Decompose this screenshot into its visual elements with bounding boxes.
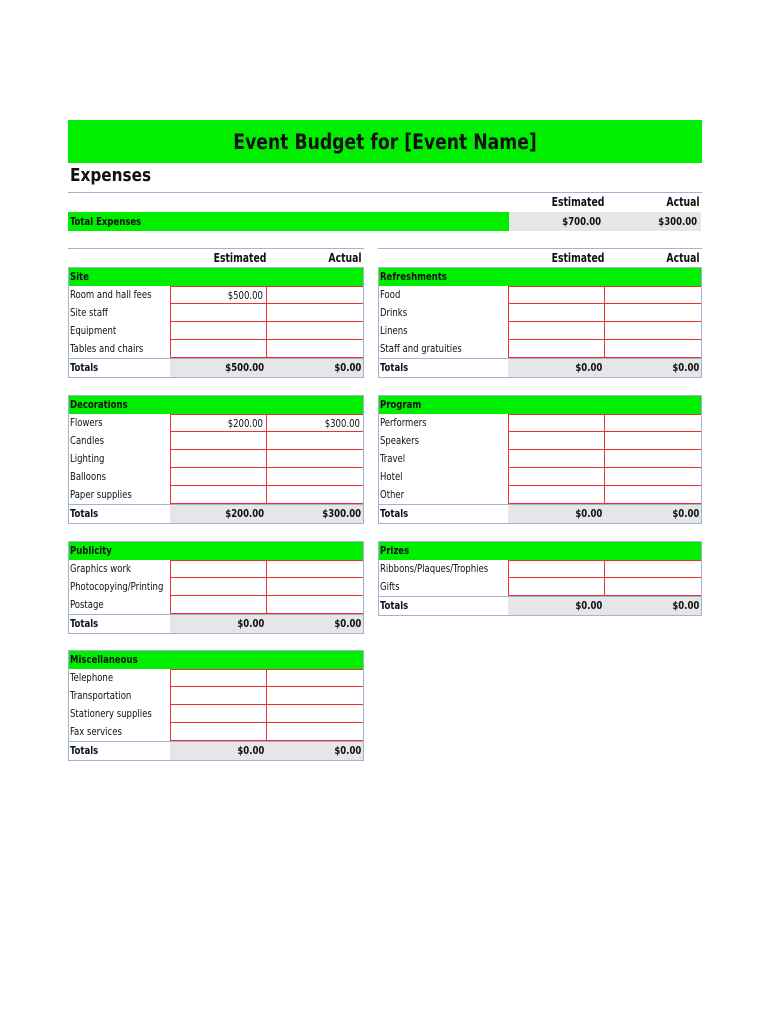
- item-label-text: Graphics work: [70, 562, 131, 575]
- item-label: [68, 414, 170, 432]
- estimated-input-cell[interactable]: [170, 303, 267, 322]
- decorations-totals-row: [68, 504, 364, 524]
- total-actual: [267, 615, 364, 633]
- total-estimated-text: $500.00: [225, 361, 264, 374]
- prizes-section: [378, 541, 702, 616]
- actual-input-cell[interactable]: [266, 686, 364, 705]
- item-label-text: Telephone: [70, 671, 114, 684]
- program-section-title: Program: [380, 398, 422, 411]
- estimated-input-cell[interactable]: [508, 286, 605, 304]
- actual-input-cell[interactable]: [266, 704, 364, 723]
- item-label: [68, 669, 170, 687]
- item-label: [378, 414, 508, 432]
- table-row: [378, 286, 702, 304]
- item-label: [378, 560, 508, 578]
- item-label-text: Photocopying/Printing: [70, 580, 164, 593]
- total-estimated: [508, 597, 605, 615]
- actual-input-cell[interactable]: [266, 339, 364, 358]
- item-label: [68, 304, 170, 322]
- total-actual: [605, 597, 702, 615]
- actual-input-cell[interactable]: [604, 560, 702, 578]
- actual-input-cell[interactable]: [266, 560, 364, 578]
- item-label-text: Stationery supplies: [70, 707, 152, 720]
- table-row: [68, 560, 364, 578]
- actual-input-cell[interactable]: [604, 303, 702, 322]
- actual-input-cell[interactable]: [266, 577, 364, 596]
- right-estimated-header: [508, 251, 604, 265]
- total-estimated-text: $0.00: [575, 599, 602, 612]
- actual-input-cell[interactable]: [604, 431, 702, 450]
- section-left-border: [68, 650, 69, 761]
- actual-input-cell[interactable]: [604, 467, 702, 486]
- totals-label: [378, 359, 508, 377]
- table-row: [378, 322, 702, 340]
- table-row: [378, 450, 702, 468]
- left-actual-header-text: Actual: [328, 251, 362, 265]
- item-label-text: Other: [380, 488, 405, 501]
- total-estimated-text: $0.00: [575, 507, 602, 520]
- total-expenses-row: [68, 212, 702, 231]
- table-row: [68, 723, 364, 741]
- estimated-value: $200.00: [227, 417, 263, 430]
- totals-label: [68, 359, 170, 377]
- total-actual-text: $0.00: [672, 507, 699, 520]
- section-right-border: [363, 395, 364, 524]
- table-row: [68, 432, 364, 450]
- table-row: [378, 578, 702, 596]
- item-label-text: Food: [380, 288, 401, 301]
- item-label-text: Tables and chairs: [70, 342, 144, 355]
- item-label-text: Equipment: [70, 324, 117, 337]
- table-row: [68, 340, 364, 358]
- actual-input-cell[interactable]: [604, 339, 702, 358]
- publicity-section-title: Publicity: [70, 544, 112, 557]
- actual-input-cell[interactable]: [266, 414, 364, 432]
- actual-input-cell[interactable]: [266, 722, 364, 741]
- section-left-border: [378, 267, 379, 378]
- estimated-input-cell[interactable]: [170, 467, 267, 486]
- item-label-text: Paper supplies: [70, 488, 132, 501]
- page-title: [68, 120, 702, 163]
- estimated-input-cell[interactable]: [170, 449, 267, 468]
- expenses-heading: [70, 165, 165, 186]
- estimated-input-cell[interactable]: [170, 339, 267, 358]
- actual-input-cell[interactable]: [266, 431, 364, 450]
- item-label-text: Ribbons/Plaques/Trophies: [380, 562, 489, 575]
- estimated-input-cell[interactable]: [508, 467, 605, 486]
- estimated-input-cell[interactable]: [170, 722, 267, 741]
- site-section-header: [68, 267, 364, 286]
- item-label: [378, 432, 508, 450]
- item-label-text: Postage: [70, 598, 104, 611]
- divider: [68, 192, 702, 193]
- totals-label-text: Totals: [70, 617, 99, 630]
- miscellaneous-section: [68, 650, 364, 761]
- section-left-border: [68, 267, 69, 378]
- totals-label-text: Totals: [380, 507, 409, 520]
- item-label-text: Speakers: [380, 434, 420, 447]
- actual-input-cell[interactable]: [604, 485, 702, 504]
- estimated-input-cell[interactable]: [170, 704, 267, 723]
- total-estimated-text: $200.00: [225, 507, 264, 520]
- actual-input-cell[interactable]: [604, 321, 702, 340]
- decorations-section-title: Decorations: [70, 398, 128, 411]
- section-left-border: [68, 541, 69, 634]
- item-label: [378, 468, 508, 486]
- table-row: [68, 450, 364, 468]
- item-label-text: Staff and gratuities: [380, 342, 462, 355]
- total-expenses-label-text: Total Expenses: [70, 215, 142, 228]
- left-estimated-header: [170, 251, 266, 265]
- summary-estimated-header: [508, 195, 604, 209]
- decorations-section-header: [68, 395, 364, 414]
- total-estimated: [508, 359, 605, 377]
- refreshments-section-title: Refreshments: [380, 270, 447, 283]
- section-left-border: [68, 395, 69, 524]
- estimated-input-cell[interactable]: [170, 686, 267, 705]
- item-label-text: Lighting: [70, 452, 105, 465]
- publicity-totals-row: [68, 614, 364, 634]
- totals-label: [68, 505, 170, 523]
- section-right-border: [701, 541, 702, 616]
- miscellaneous-section-header: [68, 650, 364, 669]
- total-expenses-actual-text: $300.00: [658, 215, 697, 228]
- table-row: [68, 687, 364, 705]
- table-row: [68, 322, 364, 340]
- actual-input-cell[interactable]: [266, 449, 364, 468]
- totals-label: [68, 742, 170, 760]
- page-title-text: Event Budget for [Event Name]: [233, 129, 537, 154]
- total-actual-text: $0.00: [672, 361, 699, 374]
- estimated-input-cell[interactable]: [508, 560, 605, 578]
- totals-label: [378, 597, 508, 615]
- section-left-border: [378, 395, 379, 524]
- section-right-border: [701, 267, 702, 378]
- actual-input-cell[interactable]: [604, 577, 702, 596]
- item-label: [68, 468, 170, 486]
- site-totals-row: [68, 358, 364, 378]
- totals-label: [378, 505, 508, 523]
- refreshments-totals-row: [378, 358, 702, 378]
- item-label: [68, 705, 170, 723]
- total-expenses-label: [68, 212, 509, 231]
- table-row: [68, 468, 364, 486]
- estimated-input-cell[interactable]: [508, 431, 605, 450]
- table-row: [378, 560, 702, 578]
- total-actual-text: $0.00: [672, 599, 699, 612]
- table-row: [378, 432, 702, 450]
- miscellaneous-totals-row: [68, 741, 364, 761]
- item-label: [68, 340, 170, 358]
- program-section: [378, 395, 702, 524]
- item-label: [68, 560, 170, 578]
- item-label-text: Fax services: [70, 725, 122, 738]
- item-label: [378, 340, 508, 358]
- item-label: [378, 304, 508, 322]
- item-label: [378, 578, 508, 596]
- totals-label-text: Totals: [70, 361, 99, 374]
- decorations-section: [68, 395, 364, 524]
- totals-label-text: Totals: [70, 744, 99, 757]
- item-label-text: Gifts: [380, 580, 400, 593]
- publicity-section: [68, 541, 364, 634]
- site-section-title: Site: [70, 270, 89, 283]
- item-label: [68, 687, 170, 705]
- table-row: [68, 304, 364, 322]
- total-estimated: [170, 742, 267, 760]
- actual-value: $300.00: [324, 417, 360, 430]
- table-row: [68, 286, 364, 304]
- program-section-header: [378, 395, 702, 414]
- prizes-section-title: Prizes: [380, 544, 410, 557]
- total-actual: [267, 359, 364, 377]
- total-estimated: [170, 359, 267, 377]
- section-right-border: [363, 541, 364, 634]
- prizes-totals-row: [378, 596, 702, 616]
- item-label-text: Site staff: [70, 306, 108, 319]
- actual-input-cell[interactable]: [266, 321, 364, 340]
- item-label-text: Linens: [380, 324, 408, 337]
- actual-input-cell[interactable]: [266, 485, 364, 504]
- site-section: [68, 267, 364, 378]
- total-expenses-estimated-text: $700.00: [562, 215, 601, 228]
- total-estimated: [508, 505, 605, 523]
- item-label: [68, 286, 170, 304]
- totals-label-text: Totals: [70, 507, 99, 520]
- item-label-text: Flowers: [70, 416, 103, 429]
- publicity-section-header: [68, 541, 364, 560]
- right-actual-header-text: Actual: [666, 251, 700, 265]
- total-actual-text: $0.00: [334, 361, 361, 374]
- item-label-text: Balloons: [70, 470, 107, 483]
- estimated-input-cell[interactable]: [508, 303, 605, 322]
- right-actual-header: [604, 251, 700, 265]
- estimated-input-cell[interactable]: [508, 414, 605, 432]
- totals-label-text: Totals: [380, 361, 409, 374]
- miscellaneous-section-title: Miscellaneous: [70, 653, 138, 666]
- estimated-input-cell[interactable]: [508, 577, 605, 596]
- summary-estimated-header-text: Estimated: [551, 195, 604, 209]
- estimated-input-cell[interactable]: [170, 414, 267, 432]
- item-label: [68, 486, 170, 504]
- total-actual-text: $0.00: [334, 744, 361, 757]
- total-actual: [605, 359, 702, 377]
- item-label: [378, 286, 508, 304]
- table-row: [68, 596, 364, 614]
- summary-actual-header: [604, 195, 700, 209]
- estimated-input-cell[interactable]: [170, 669, 267, 687]
- totals-label-text: Totals: [380, 599, 409, 612]
- actual-input-cell[interactable]: [266, 303, 364, 322]
- estimated-input-cell[interactable]: [170, 286, 267, 304]
- item-label-text: Room and hall fees: [70, 288, 152, 301]
- estimated-input-cell[interactable]: [508, 321, 605, 340]
- section-left-border: [378, 541, 379, 616]
- estimated-input-cell[interactable]: [508, 339, 605, 358]
- left-estimated-header-text: Estimated: [213, 251, 266, 265]
- actual-input-cell[interactable]: [266, 669, 364, 687]
- right-estimated-header-text: Estimated: [551, 251, 604, 265]
- actual-input-cell[interactable]: [266, 467, 364, 486]
- total-actual-text: $300.00: [322, 507, 361, 520]
- total-estimated: [170, 505, 267, 523]
- table-row: [378, 486, 702, 504]
- item-label-text: Drinks: [380, 306, 408, 319]
- item-label-text: Hotel: [380, 470, 403, 483]
- prizes-section-header: [378, 541, 702, 560]
- actual-input-cell[interactable]: [604, 286, 702, 304]
- total-expenses-estimated: [509, 212, 605, 231]
- total-estimated: [170, 615, 267, 633]
- refreshments-section-header: [378, 267, 702, 286]
- table-row: [378, 468, 702, 486]
- table-row: [378, 304, 702, 322]
- item-label: [68, 322, 170, 340]
- estimated-input-cell[interactable]: [170, 560, 267, 578]
- estimated-input-cell[interactable]: [508, 485, 605, 504]
- divider: [378, 248, 702, 249]
- divider: [68, 248, 364, 249]
- estimated-input-cell[interactable]: [170, 485, 267, 504]
- refreshments-section: [378, 267, 702, 378]
- actual-input-cell[interactable]: [604, 414, 702, 432]
- summary-actual-header-text: Actual: [666, 195, 700, 209]
- table-row: [68, 486, 364, 504]
- section-right-border: [701, 395, 702, 524]
- item-label: [68, 723, 170, 741]
- left-actual-header: [266, 251, 362, 265]
- expenses-heading-text: Expenses: [70, 165, 152, 186]
- estimated-input-cell[interactable]: [170, 431, 267, 450]
- table-row: [68, 578, 364, 596]
- section-right-border: [363, 650, 364, 761]
- actual-input-cell[interactable]: [266, 286, 364, 304]
- estimated-input-cell[interactable]: [170, 595, 267, 614]
- item-label-text: Transportation: [70, 689, 132, 702]
- item-label: [378, 322, 508, 340]
- total-actual-text: $0.00: [334, 617, 361, 630]
- table-row: [378, 340, 702, 358]
- item-label-text: Performers: [380, 416, 427, 429]
- item-label: [68, 578, 170, 596]
- total-actual: [267, 742, 364, 760]
- item-label-text: Candles: [70, 434, 104, 447]
- program-totals-row: [378, 504, 702, 524]
- actual-input-cell[interactable]: [266, 595, 364, 614]
- table-row: [68, 414, 364, 432]
- item-label: [378, 450, 508, 468]
- item-label: [378, 486, 508, 504]
- estimated-input-cell[interactable]: [170, 577, 267, 596]
- total-actual: [267, 505, 364, 523]
- table-row: [68, 669, 364, 687]
- total-estimated-text: $0.00: [237, 617, 264, 630]
- total-expenses-actual: [605, 212, 701, 231]
- table-row: [378, 414, 702, 432]
- total-actual: [605, 505, 702, 523]
- item-label-text: Travel: [380, 452, 406, 465]
- item-label: [68, 432, 170, 450]
- estimated-value: $500.00: [227, 289, 263, 302]
- estimated-input-cell[interactable]: [170, 321, 267, 340]
- total-estimated-text: $0.00: [575, 361, 602, 374]
- table-row: [68, 705, 364, 723]
- actual-input-cell[interactable]: [604, 449, 702, 468]
- section-right-border: [363, 267, 364, 378]
- totals-label: [68, 615, 170, 633]
- item-label: [68, 596, 170, 614]
- total-estimated-text: $0.00: [237, 744, 264, 757]
- estimated-input-cell[interactable]: [508, 449, 605, 468]
- item-label: [68, 450, 170, 468]
